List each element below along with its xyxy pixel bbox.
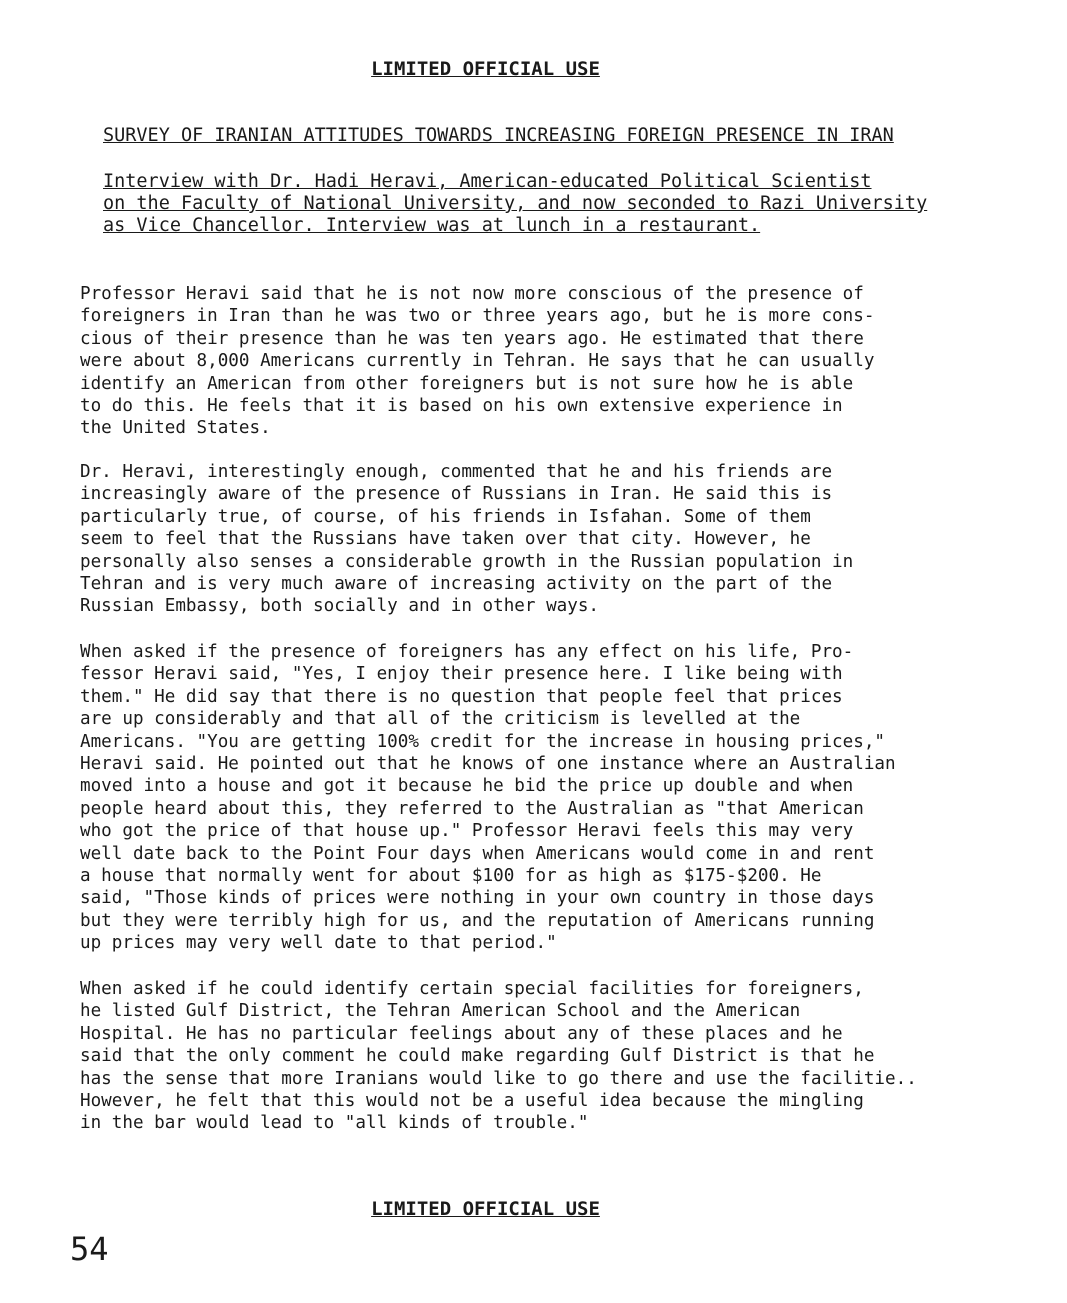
text-line: well date back to the Point Four days when Americans would come in and rent (80, 843, 875, 864)
text-line: are up considerably and that all of the criticism is levelled at the (80, 709, 801, 730)
interview-note (103, 171, 1003, 237)
text-line: who got the price of that house up." Professor Heravi feels this may very (80, 821, 854, 842)
interview-note-line: as Vice Chancellor. Interview was at lunch in a restaurant. (103, 215, 761, 236)
text-line: he listed Gulf District, the Tehran American School and the American (80, 1001, 801, 1022)
text-line: foreigners in Iran than he was two or three years ago, but he is more cons- (80, 306, 875, 327)
text-line: Americans. "You are getting 100% credit for the increase in housing prices," (80, 731, 886, 752)
text-line: a house that normally went for about $100 for as high as $175-$200. He (80, 866, 822, 887)
text-line: When asked if the presence of foreigners has any effect on his life, Pro- (80, 642, 854, 662)
text-line: Heravi said. He pointed out that he knows of one instance where an Australian (80, 754, 896, 775)
text-line: Russian Embassy, both socially and in other ways. (80, 596, 600, 617)
text-line: identify an American from other foreigners but is not sure how he is able (80, 373, 854, 394)
text-line: the United States. (80, 418, 271, 439)
bottom-classification-marking: LIMITED OFFICIAL USE (371, 1198, 600, 1220)
text-line: seem to feel that the Russians have taken over that city. However, he (80, 529, 811, 550)
text-line: them." He did say that there is no question that people feel that prices (80, 686, 843, 707)
text-line: to do this. He feels that it is based on his own extensive experience in (80, 396, 843, 417)
text-line: However, he felt that this would not be a useful idea because the mingling (80, 1091, 864, 1112)
interview-note-line: Interview with Dr. Hadi Heravi, American-educated Political Scientist (103, 171, 872, 192)
paragraph-2 (80, 461, 980, 618)
interview-note-line: on the Faculty of National University, and now seconded to Razi University (103, 193, 928, 214)
paragraph-4 (80, 978, 980, 1135)
text-line: has the sense that more Iranians would like to go there and use the facilitie.. (80, 1068, 917, 1089)
text-line: were about 8,000 Americans currently in Tehran. He says that he can usually (80, 351, 875, 372)
text-line: Dr. Heravi, interestingly enough, commented that he and his friends are (80, 462, 833, 482)
paragraph-1 (80, 283, 980, 440)
text-line: said, "Those kinds of prices were nothing in your own country in those days (80, 888, 875, 909)
text-line: personally also senses a considerable growth in the Russian population in (80, 551, 854, 572)
page-number: 54 (70, 1230, 109, 1268)
text-line: cious of their presence than he was ten years ago. He estimated that there (80, 328, 864, 349)
top-classification-marking: LIMITED OFFICIAL USE (371, 58, 600, 80)
text-line: but they were terribly high for us, and the reputation of Americans running (80, 910, 875, 931)
text-line: Tehran and is very much aware of increasing activity on the part of the (80, 574, 833, 595)
text-line: up prices may very well date to that period." (80, 933, 557, 954)
text-line: particularly true, of course, of his friends in Isfahan. Some of them (80, 506, 811, 527)
text-line: increasingly aware of the presence of Russians in Iran. He said this is (80, 484, 833, 505)
paragraph-3 (80, 641, 980, 955)
text-line: When asked if he could identify certain special facilities for foreigners, (80, 979, 864, 999)
text-line: Professor Heravi said that he is not now more conscious of the presence of (80, 284, 864, 304)
survey-title: SURVEY OF IRANIAN ATTITUDES TOWARDS INCREASING FOREIGN PRESENCE IN IRAN (103, 125, 894, 146)
text-line: Hospital. He has no particular feelings about any of these places and he (80, 1023, 843, 1044)
text-line: in the bar would lead to "all kinds of trouble." (80, 1113, 589, 1134)
text-line: said that the only comment he could make regarding Gulf District is that he (80, 1046, 875, 1067)
text-line: moved into a house and got it because he bid the price up double and when (80, 776, 854, 797)
text-line: fessor Heravi said, "Yes, I enjoy their presence here. I like being with (80, 664, 843, 685)
text-line: people heard about this, they referred to the Australian as "that American (80, 798, 864, 819)
